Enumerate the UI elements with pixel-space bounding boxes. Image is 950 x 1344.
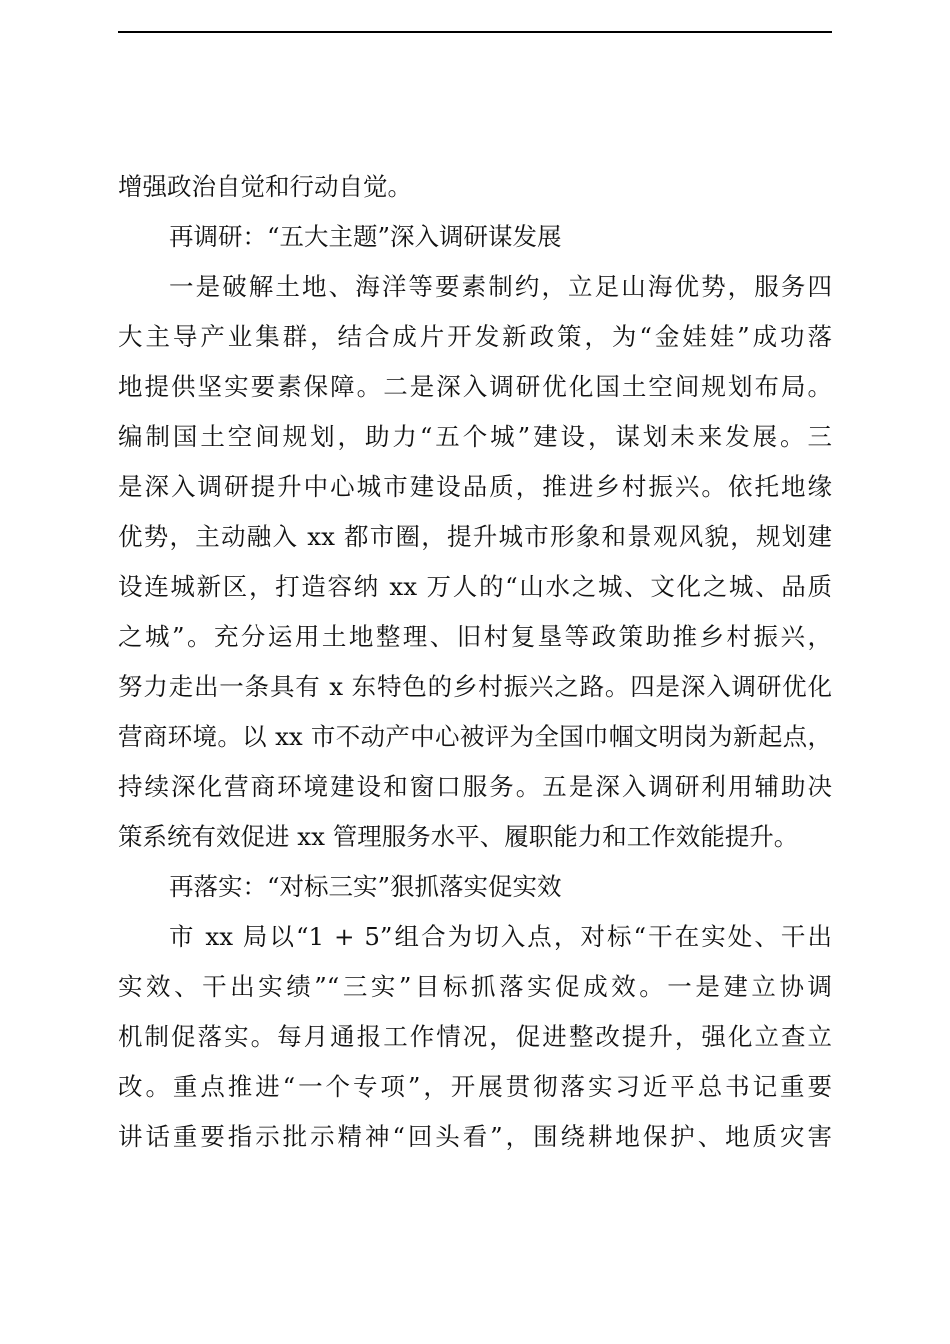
body-line: 地提供坚实要素保障。二是深入调研优化国土空间规划布局。 — [118, 372, 832, 401]
body-line: 机制促落实。每月通报工作情况，促进整改提升，强化立查立 — [118, 1022, 832, 1051]
section-heading-research: 再调研：“五大主题”深入调研谋发展 — [169, 222, 562, 251]
section-heading-implementation: 再落实：“对标三实”狠抓落实促实效 — [169, 872, 562, 901]
document-body — [118, 162, 832, 1162]
body-line: 编制国土空间规划，助力“五个城”建设，谋划未来发展。三 — [118, 422, 832, 451]
body-line: 大主导产业集群，结合成片开发新政策，为“金娃娃”成功落 — [118, 322, 832, 351]
body-line: 市 xx 局以“1 + 5”组合为切入点，对标“干在实处、干出 — [169, 922, 832, 951]
header-rule — [118, 31, 832, 33]
body-line: 优势，主动融入 xx 都市圈，提升城市形象和景观风貌，规划建 — [118, 522, 832, 551]
body-line: 实效、干出实绩”“三实”目标抓落实促成效。一是建立协调 — [118, 972, 832, 1001]
body-line: 是深入调研提升中心城市建设品质，推进乡村振兴。依托地缘 — [118, 472, 832, 501]
body-line: 营商环境。以 xx 市不动产中心被评为全国巾帼文明岗为新起点， — [118, 722, 832, 751]
body-line: 策系统有效促进 xx 管理服务水平、履职能力和工作效能提升。 — [118, 822, 799, 851]
body-line: 设连城新区，打造容纳 xx 万人的“山水之城、文化之城、品质 — [118, 572, 832, 601]
paragraph-ending-line: 增强政治自觉和行动自觉。 — [118, 172, 412, 201]
body-line: 持续深化营商环境建设和窗口服务。五是深入调研利用辅助决 — [118, 772, 832, 801]
body-line: 之城”。充分运用土地整理、旧村复垦等政策助推乡村振兴， — [118, 622, 832, 651]
body-line: 一是破解土地、海洋等要素制约，立足山海优势，服务四 — [169, 272, 832, 301]
body-line: 努力走出一条具有 x 东特色的乡村振兴之路。四是深入调研优化 — [118, 672, 832, 701]
body-line: 讲话重要指示批示精神“回头看”，围绕耕地保护、地质灾害 — [118, 1122, 832, 1151]
body-line: 改。重点推进“一个专项”，开展贯彻落实习近平总书记重要 — [118, 1072, 832, 1101]
